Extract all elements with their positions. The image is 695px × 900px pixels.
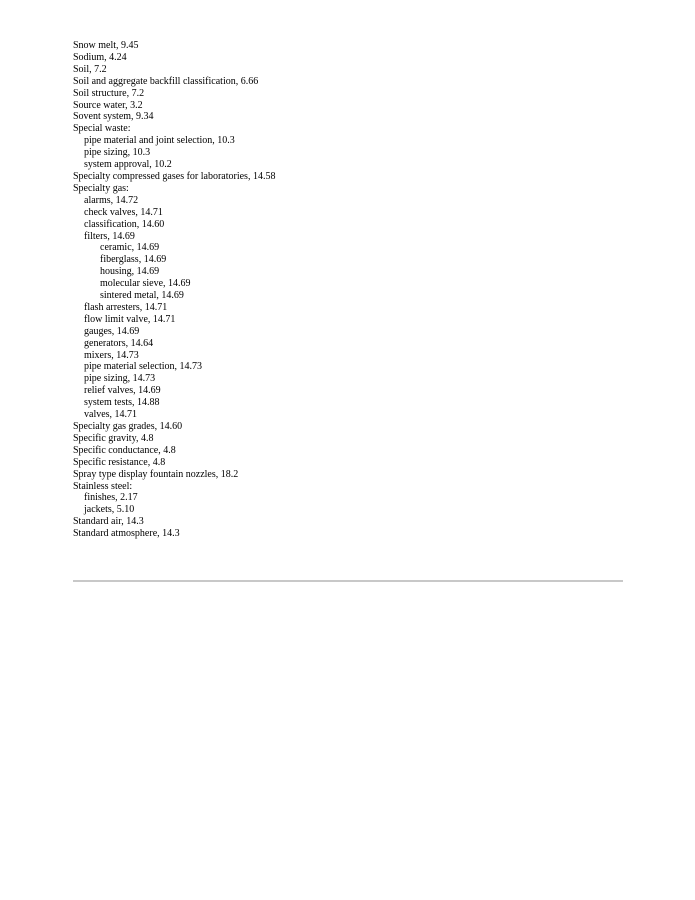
index-subentry: housing, 14.69 xyxy=(100,266,160,278)
index-subentry: gauges, 14.69 xyxy=(84,325,140,337)
index-subentry: mixers, 14.73 xyxy=(84,349,139,361)
index-subentry: molecular sieve, 14.69 xyxy=(100,278,191,290)
index-entry: Standard air, 14.3 xyxy=(73,516,144,528)
index-subentry: alarms, 14.72 xyxy=(84,194,139,206)
index-entry: Specific gravity, 4.8 xyxy=(73,432,154,444)
index-entry: Sodium, 4.24 xyxy=(73,51,127,63)
index-entry: Stainless steel: xyxy=(73,480,133,492)
index-list xyxy=(73,40,275,540)
index-entry: Spray type display fountain nozzles, 18.2 xyxy=(73,468,239,480)
index-subentry: flash arresters, 14.71 xyxy=(84,301,168,313)
index-entry: Specific conductance, 4.8 xyxy=(73,444,176,456)
index-subentry: check valves, 14.71 xyxy=(84,206,163,218)
index-subentry: pipe sizing, 14.73 xyxy=(84,373,156,385)
index-entry: Specialty gas: xyxy=(73,182,129,194)
index-subentry: jackets, 5.10 xyxy=(84,504,135,516)
index-subentry: ceramic, 14.69 xyxy=(100,242,160,254)
index-entry: Specialty compressed gases for laboratories, 14.58 xyxy=(73,170,276,182)
index-entry: Source water, 3.2 xyxy=(73,99,143,111)
index-entry: Sovent system, 9.34 xyxy=(73,111,154,123)
index-entry: Snow melt, 9.45 xyxy=(73,40,139,51)
index-subentry: system tests, 14.88 xyxy=(84,397,160,409)
index-subentry: pipe material selection, 14.73 xyxy=(84,361,203,373)
index-entry: Soil and aggregate backfill classification, 6.66 xyxy=(73,75,259,87)
index-subentry: flow limit valve, 14.71 xyxy=(84,313,176,325)
index-entry: Specialty gas grades, 14.60 xyxy=(73,421,183,432)
index-subentry: classification, 14.60 xyxy=(84,218,165,230)
index-entry: Special waste: xyxy=(73,123,131,135)
page-divider xyxy=(73,580,623,582)
index-entry: Soil, 7.2 xyxy=(73,63,107,75)
index-entry: Soil structure, 7.2 xyxy=(73,87,145,99)
index-subentry: fiberglass, 14.69 xyxy=(100,254,167,266)
index-entry: Standard atmosphere, 14.3 xyxy=(73,528,180,540)
index-subentry: system approval, 10.2 xyxy=(84,159,172,171)
index-subentry: relief valves, 14.69 xyxy=(84,385,161,397)
index-subentry: filters, 14.69 xyxy=(84,230,135,242)
index-entry: Specific resistance, 4.8 xyxy=(73,456,166,468)
index-subentry: finishes, 2.17 xyxy=(84,492,138,504)
index-subentry: pipe material and joint selection, 10.3 xyxy=(84,135,235,147)
index-subentry: sintered metal, 14.69 xyxy=(100,290,184,302)
index-subentry: valves, 14.71 xyxy=(84,409,138,421)
index-subentry: pipe sizing, 10.3 xyxy=(84,147,151,159)
index-subentry: generators, 14.64 xyxy=(84,337,154,349)
